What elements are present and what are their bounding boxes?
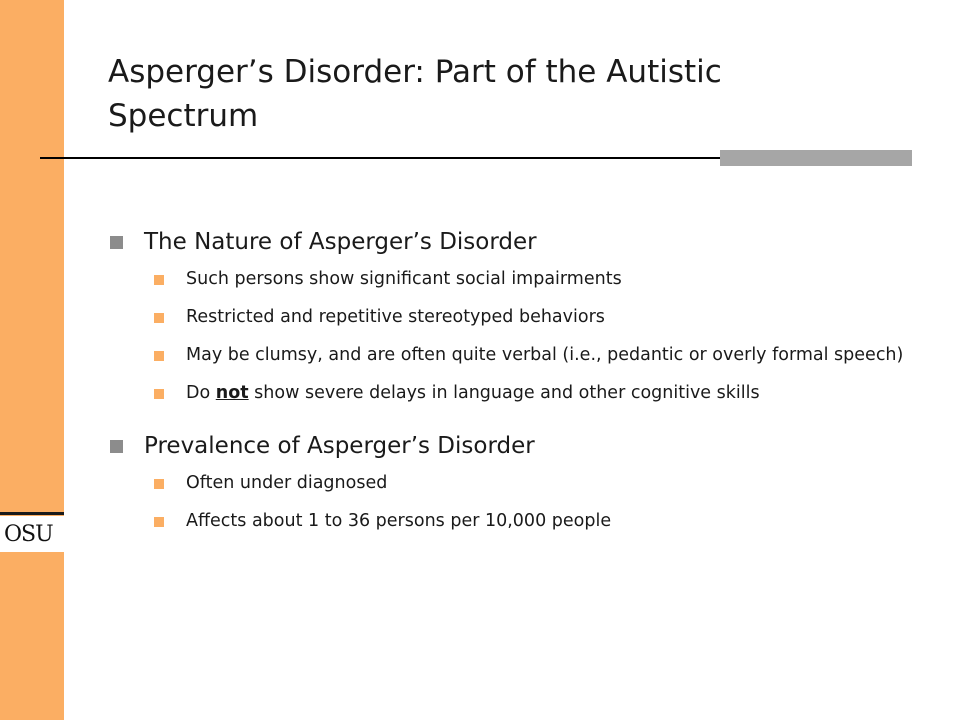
list-item (108, 508, 908, 534)
section-1-heading: The Nature of Asperger’s Disorder (144, 229, 537, 255)
list-item-text: Affects about 1 to 36 persons per 10,000 people (186, 511, 612, 531)
list-item-text-suffix: show severe delays in language and other cognitive skills (248, 383, 760, 403)
list-item-text: Often under diagnosed (186, 473, 388, 493)
list-item (108, 304, 908, 330)
list-item-text: Such persons show significant social impairments (186, 269, 622, 289)
list-item (108, 380, 908, 406)
square-bullet-icon (110, 236, 123, 249)
left-accent-bar (0, 0, 64, 720)
square-bullet-icon (154, 351, 164, 361)
osu-logo (0, 516, 64, 552)
bullet-section-1 (108, 222, 908, 262)
list-item-text: Restricted and repetitive stereotyped behaviors (186, 307, 605, 327)
square-bullet-icon (154, 517, 164, 527)
list-item (108, 266, 908, 292)
list-item-text-prefix: Do (186, 383, 216, 403)
square-bullet-icon (154, 313, 164, 323)
square-bullet-icon (154, 479, 164, 489)
slide-title: Asperger’s Disorder: Part of the Autistic Spectrum (108, 54, 722, 134)
title-rule-accent (720, 150, 912, 166)
list-item (108, 470, 908, 496)
slide-content (108, 222, 908, 546)
section-2-heading: Prevalence of Asperger’s Disorder (144, 433, 535, 459)
square-bullet-icon (154, 389, 164, 399)
square-bullet-icon (110, 440, 123, 453)
emphasis-not: not (215, 383, 249, 403)
list-item (108, 342, 908, 368)
list-item-text: May be clumsy, and are often quite verbal (i.e., pedantic or overly formal speech) (186, 345, 904, 365)
left-bar-divider (0, 512, 64, 515)
osu-logo-text: OSU (4, 521, 53, 547)
bullet-section-2 (108, 426, 908, 466)
square-bullet-icon (154, 275, 164, 285)
